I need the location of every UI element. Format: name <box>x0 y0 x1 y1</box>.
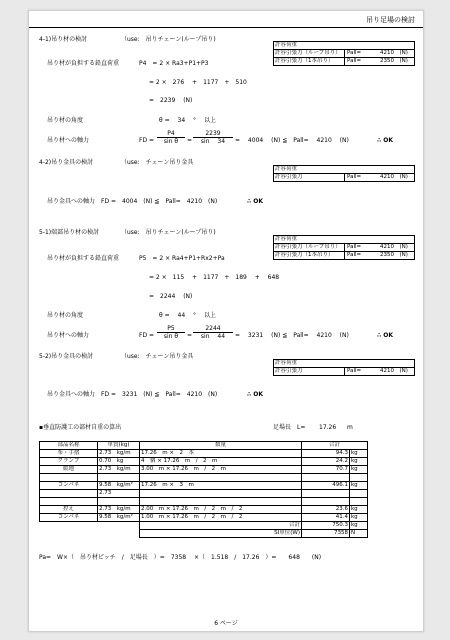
section-4-2-use: （use: チェーン吊り金具 <box>121 159 194 166</box>
p5-calc: = 2 × 115 + 1177 + 189 + 648 <box>149 274 280 281</box>
load-label: 吊り材が負担する鉛直荷重 <box>47 255 120 262</box>
box-row2-label: 許容引張力（1本吊り） <box>275 252 334 258</box>
box-row1-value: 4210 (N) <box>380 174 408 180</box>
p5-result: = 2244 (N) <box>149 293 193 300</box>
table-cell: kg <box>350 458 368 466</box>
angle-value: θ = 34 ° 以上 <box>159 117 216 124</box>
ok-mark: ∴ OK <box>377 137 394 144</box>
p5-formula: P5 = 2 × Ra4+P1+Rx2+Pa <box>139 255 225 262</box>
section-5-1-heading: 5-1)端部吊り材の検討 <box>39 229 100 236</box>
table-cell <box>350 490 368 498</box>
table-cell: 70.7 <box>302 466 350 474</box>
table-cell <box>140 490 302 498</box>
p4-calc: = 2 × 276 + 1177 + 510 <box>149 79 247 86</box>
col-header: 部品名称 <box>40 442 98 450</box>
table-cell <box>140 474 302 482</box>
table-cell <box>302 490 350 498</box>
box-row2-pall: Pall= <box>347 58 362 64</box>
bracket-axial-line: 吊り金具への軸力 FD = 3231 (N) ≦ Pall= 4210 (N) <box>47 391 218 398</box>
box-row1-value: 4210 (N) <box>380 50 408 56</box>
table-cell: 496.1 <box>302 482 350 490</box>
table-cell <box>140 498 302 506</box>
fraction-2244 <box>193 325 233 340</box>
table-cell <box>40 474 98 482</box>
col-header: 数量 <box>140 442 302 450</box>
table-row <box>40 506 368 514</box>
fraction-2239 <box>193 130 233 145</box>
bracket-axial-line: 吊り金具への軸力 FD = 4004 (N) ≦ Pall= 4210 (N) <box>47 198 218 205</box>
box-row1-value: 4210 (N) <box>380 368 408 374</box>
table-cell <box>98 474 140 482</box>
table-cell: kg <box>350 450 368 458</box>
table-cell: コンパネ <box>40 482 98 490</box>
total-row <box>40 522 368 530</box>
table-cell: 23.6 <box>302 506 350 514</box>
section-5-2-use: （use: チェーン吊り金具 <box>121 353 194 360</box>
table-cell: 2.73 kg/m <box>98 450 140 458</box>
length-label: 足場長 L= <box>273 424 306 431</box>
box-row2-value: 2350 (N) <box>380 252 408 258</box>
table-cell: 4 個 × 17.26 m / 2 m <box>140 458 302 466</box>
page-number: 6 ページ <box>214 620 238 627</box>
angle-label: 吊り材の角度 <box>47 117 84 124</box>
table-row <box>40 482 368 490</box>
table-cell: 2.73 kg/m <box>98 506 140 514</box>
ok-mark: ∴ OK <box>247 391 264 398</box>
box-row2-value: 2350 (N) <box>380 58 408 64</box>
angle-value: θ = 44 ° 以上 <box>159 312 216 319</box>
table-cell: kg <box>350 482 368 490</box>
axial-label: 吊り材への軸力 <box>47 332 90 339</box>
box-row1-label: 許容引張力（ループ吊り） <box>275 50 341 56</box>
allowable-load-box-5-1 <box>273 235 415 260</box>
length-value: 17.26 <box>319 424 337 431</box>
axial-label: 吊り材への軸力 <box>47 137 90 144</box>
si-label: SI単位(W) <box>140 530 302 538</box>
table-header-row <box>40 442 368 450</box>
table-cell: kg <box>350 514 368 522</box>
box-row1-pall: Pall= <box>347 174 362 180</box>
section-5-2-heading: 5-2)吊り金具の検討 <box>39 353 94 360</box>
table-cell: 24.2 <box>302 458 350 466</box>
page-title: 吊り足場の検討 <box>366 16 415 24</box>
fraction-denominator: sin 44 <box>200 333 226 340</box>
box-row1-label: 許容引張力 <box>275 174 303 180</box>
fraction-numerator: 2239 <box>193 130 233 138</box>
table-cell: 9.58 kg/m² <box>98 482 140 490</box>
table-cell: 控え <box>40 506 98 514</box>
table-row <box>40 514 368 522</box>
table-cell: 9.58 kg/m² <box>98 514 140 522</box>
angle-label: 吊り材の角度 <box>47 312 84 319</box>
fraction-numerator: P4 <box>157 130 185 138</box>
table-cell: 0.70 kg <box>98 458 140 466</box>
table-cell: クランプ <box>40 458 98 466</box>
ok-mark: ∴ OK <box>247 198 264 205</box>
fraction-p4 <box>157 130 185 145</box>
table-cell: kg <box>350 506 368 514</box>
document-page: 吊り足場の検討 4-1)吊り材の検討 （use: 吊りチェーン(ループ吊り) 許容荷重 許容引張力（ループ吊り） Pall= 4210 (N) 許容引張力（1本吊り） Pall= 2350 (N) 吊り材が負担する鉛直荷重 P4 = 2 × Ra3+P1+P3 = 2 × 276 + 1177 + 510 = 2239 (N) 吊り材の角度 θ = 34 ° 以上 吊り材への軸力 FD = $\frac{P4}{\text{sin θ}}$ = $\frac{2239}{\sin 34}$ = 4004 (N) ≦ Pall= 4210 (N) ∴ OK 4-2)吊り金具の検討 （use: チェーン吊り金具 許容荷重 許容引張力 Pall= 4210 (N) 吊り金具への軸力 FD = 4004 (N) ≦ Pall= 4210 (N) ∴ OK 5-1)端部吊り材の検討 （use: 吊りチェーン(ループ吊り) 許容荷重 許容引張力（ループ吊り） Pall= 4210 (N) 許容引張力（1本吊り） Pall= 2350 (N) 吊り材が負担する鉛直荷重 P5 = 2 × Ra4+P1+Rx2+Pa = 2 × 115 + 1177 + 189 + 648 = 2244 (N) 吊り材の角度 θ = 44 ° 以上 吊り材への軸力 FD = $\frac{P5}{\text{sin θ}}$ = $\frac{2244}{\sin 44}$ = 3231 (N) ≦ Pall= 4210 (N) ∴ OK 5-2)吊り金具の検討 （use: チェーン吊り金具 許容荷重 許容引張力 Pall= 4210 (N) 吊り金具への軸力 FD = 3231 (N) ≦ Pall= 4210 (N) ∴ OK ▪垂直防護工の部材自重の算出 足場長 L= 17.26 m 部品名称 単質(kg) 数量 合計 布・手摺 2.73 kg/m 17.26 m × 2 本 94.3 kg クランプ 0.70 kg 4 個 × 17.26 m / 2 m 24.2 kg 緩地 2.73 kg/m 3.00 m × 17.26 m / 2 m 70.7 kg コンパネ 9.58 kg/m² 17.26 m × 3 m 496.1 kg 2.73 控え 2.73 kg/m 2.00 m × 17.26 m / 2 m / 2 23.6 kg コンパネ 9.58 kg/m² 1.00 m × 17.26 m / 2 m / 2 41.4 kg 合計 750.3 kg SI単位(W) 7358 N Pa= W×（ 吊り材ピッチ / 足場長 ）= 7358 ×（ 1.518 / 17.26 ）= 648 (N) 6 ページ <box>28 10 424 632</box>
si-row <box>40 530 368 538</box>
fd-result: = 3231 (N) ≦ Pall= 4210 (N) <box>235 332 349 339</box>
box-title: 許容荷重 <box>275 236 298 242</box>
table-cell <box>40 490 98 498</box>
fraction-denominator: sin θ <box>163 333 179 340</box>
si-unit: N <box>350 530 368 538</box>
allowable-load-box-4-1 <box>273 41 415 66</box>
fd-result: = 4004 (N) ≦ Pall= 4210 (N) <box>235 137 349 144</box>
table-cell: 41.4 <box>302 514 350 522</box>
table-cell: 布・手摺 <box>40 450 98 458</box>
col-header: 合計 <box>302 442 368 450</box>
table-cell: 緩地 <box>40 466 98 474</box>
load-label: 吊り材が負担する鉛直荷重 <box>47 60 120 67</box>
col-header: 単質(kg) <box>98 442 140 450</box>
table-cell <box>350 498 368 506</box>
section-4-1-heading: 4-1)吊り材の検討 <box>39 36 88 43</box>
fd-prefix: FD = <box>139 137 155 144</box>
table-cell <box>302 474 350 482</box>
table-cell: kg <box>350 466 368 474</box>
allowable-load-box-5-2 <box>273 359 415 376</box>
fraction-denominator: sin θ <box>163 138 179 145</box>
table-row <box>40 458 368 466</box>
table-row <box>40 474 368 482</box>
box-title: 許容荷重 <box>275 166 298 172</box>
table-cell <box>350 474 368 482</box>
si-value: 7358 <box>302 530 350 538</box>
box-row2-pall: Pall= <box>347 252 362 258</box>
fraction-numerator: 2244 <box>193 325 233 333</box>
total-value: 750.3 <box>302 522 350 530</box>
box-row1-pall: Pall= <box>347 368 362 374</box>
box-row2-label: 許容引張力（1本吊り） <box>275 58 334 64</box>
table-cell: 2.00 m × 17.26 m / 2 m / 2 <box>140 506 302 514</box>
box-title: 許容荷重 <box>275 42 298 48</box>
table-cell: 1.00 m × 17.26 m / 2 m / 2 <box>140 514 302 522</box>
table-cell: 17.26 m × 2 本 <box>140 450 302 458</box>
section-4-1-use: （use: 吊りチェーン(ループ吊り) <box>121 36 216 43</box>
table-cell <box>98 498 140 506</box>
allowable-load-box-4-2 <box>273 165 415 182</box>
box-row1-pall: Pall= <box>347 244 362 250</box>
header-rule <box>29 27 423 28</box>
table-row <box>40 490 368 498</box>
box-row1-value: 4210 (N) <box>380 244 408 250</box>
weights-table <box>39 441 368 538</box>
table-cell <box>40 498 98 506</box>
fraction-p5 <box>157 325 185 340</box>
table-cell <box>302 498 350 506</box>
p4-result: = 2239 (N) <box>149 97 193 104</box>
total-unit: kg <box>350 522 368 530</box>
length-unit: m <box>347 424 353 431</box>
fraction-numerator: P5 <box>157 325 185 333</box>
table-cell: 3.00 m × 17.26 m / 2 m <box>140 466 302 474</box>
box-title: 許容荷重 <box>275 360 298 366</box>
section-5-1-use: （use: 吊りチェーン(ループ吊り) <box>121 229 216 236</box>
fraction-denominator: sin 34 <box>200 138 226 145</box>
total-label: 合計 <box>140 522 302 530</box>
box-row1-label: 許容引張力（ループ吊り） <box>275 244 341 250</box>
table-cell: 2.73 kg/m <box>98 466 140 474</box>
table-cell: コンパネ <box>40 514 98 522</box>
table-cell: 94.3 <box>302 450 350 458</box>
section-4-2-heading: 4-2)吊り金具の検討 <box>39 159 94 166</box>
fd-prefix: FD = <box>139 332 155 339</box>
p4-formula: P4 = 2 × Ra3+P1+P3 <box>139 60 209 67</box>
table-row <box>40 498 368 506</box>
box-row1-label: 許容引張力 <box>275 368 303 374</box>
table-cell: 2.73 <box>98 490 140 498</box>
table-row <box>40 466 368 474</box>
table-row <box>40 450 368 458</box>
box-row1-pall: Pall= <box>347 50 362 56</box>
weights-heading: ▪垂直防護工の部材自重の算出 <box>39 424 122 431</box>
ok-mark: ∴ OK <box>377 332 394 339</box>
table-cell: 17.26 m × 3 m <box>140 482 302 490</box>
pa-formula-line: Pa= W×（ 吊り材ピッチ / 足場長 ）= 7358 ×（ 1.518 / 17.26 ）= 648 (N) <box>39 554 322 561</box>
